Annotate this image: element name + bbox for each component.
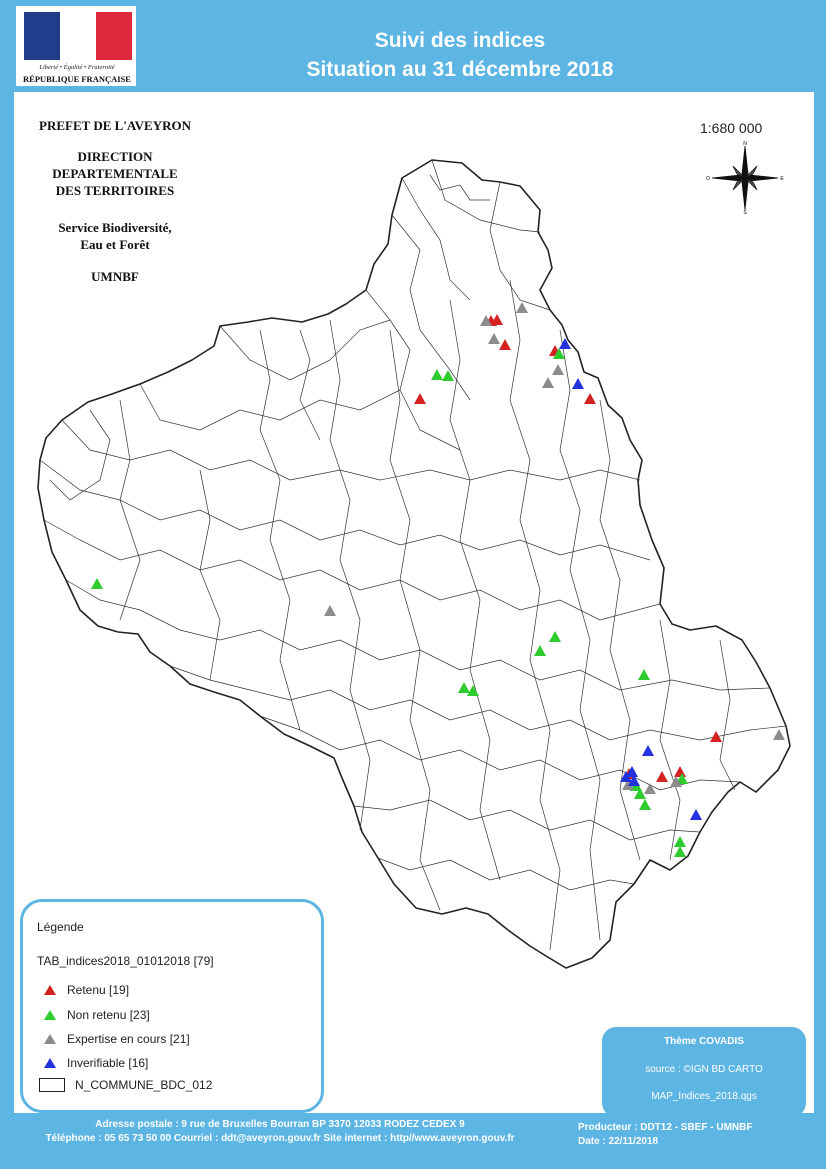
footer-date: Date : 22/11/2018 [578,1136,659,1147]
unit-label: UMNBF [91,269,139,284]
direction-line-2: DEPARTEMENTALE [52,166,178,181]
legend-item-inverifiable [43,1056,148,1070]
compass-o: O [706,176,710,182]
compass-e: E [780,176,784,182]
commune-rect-icon [39,1078,65,1092]
footer-producer: Producteur : DDT12 - SBEF - UMNBF [578,1122,753,1133]
direction-line-3: DES TERRITOIRES [55,183,175,198]
green-triangle-icon [43,1009,57,1021]
theme-source: source : ©IGN BD CARTO [645,1064,763,1075]
theme-title: Thème COVADIS [664,1036,744,1047]
legend-item-non-retenu [43,1008,150,1022]
legend-box [20,899,324,1113]
service-line-2: Eau et Forêt [80,237,150,252]
compass-n: N [743,141,747,147]
legend-item-communes [43,1078,212,1092]
logo-name: RÉPUBLIQUE FRANÇAISE [23,74,131,84]
footer-contact: Téléphone : 05 65 73 50 00 Courriel : ddt@aveyron.gouv.fr Site internet : http//www.aveyron.gouv.fr [45,1133,515,1144]
legend-title: Légende [37,920,84,934]
legend-label-retenu: Retenu [19] [67,983,130,997]
legend-item-expertise [43,1032,190,1046]
gray-triangle-icon [43,1033,57,1045]
footer-bar [0,1113,826,1169]
legend-label-non-retenu: Non retenu [23] [67,1008,150,1022]
blue-triangle-icon [43,1057,57,1069]
map-scale: 1:680 000 [700,120,763,136]
theme-box [602,1027,806,1117]
logo-motto: Liberté • Égalité • Fraternité [39,64,115,71]
prefet-label: PREFET DE L'AVEYRON [39,118,191,133]
red-triangle-icon [43,984,57,996]
title-line-2: Situation au 31 décembre 2018 [306,58,614,81]
direction-line-1: DIRECTION [77,149,153,164]
title-line-1: Suivi des indices [374,29,546,52]
service-line-1: Service Biodiversité, [58,220,172,235]
compass-s: S [743,210,747,216]
legend-label-expertise: Expertise en cours [21] [67,1032,190,1046]
legend-layer-name: TAB_indices2018_01012018 [79] [37,954,214,968]
footer-address: Adresse postale : 9 rue de Bruxelles Bourran BP 3370 12033 RODEZ CEDEX 9 [95,1119,465,1130]
legend-label-communes: N_COMMUNE_BDC_012 [75,1078,213,1092]
legend-item-retenu [43,983,129,997]
legend-label-inverifiable: Inverifiable [16] [67,1056,149,1070]
theme-file: MAP_Indices_2018.qgs [651,1091,757,1102]
